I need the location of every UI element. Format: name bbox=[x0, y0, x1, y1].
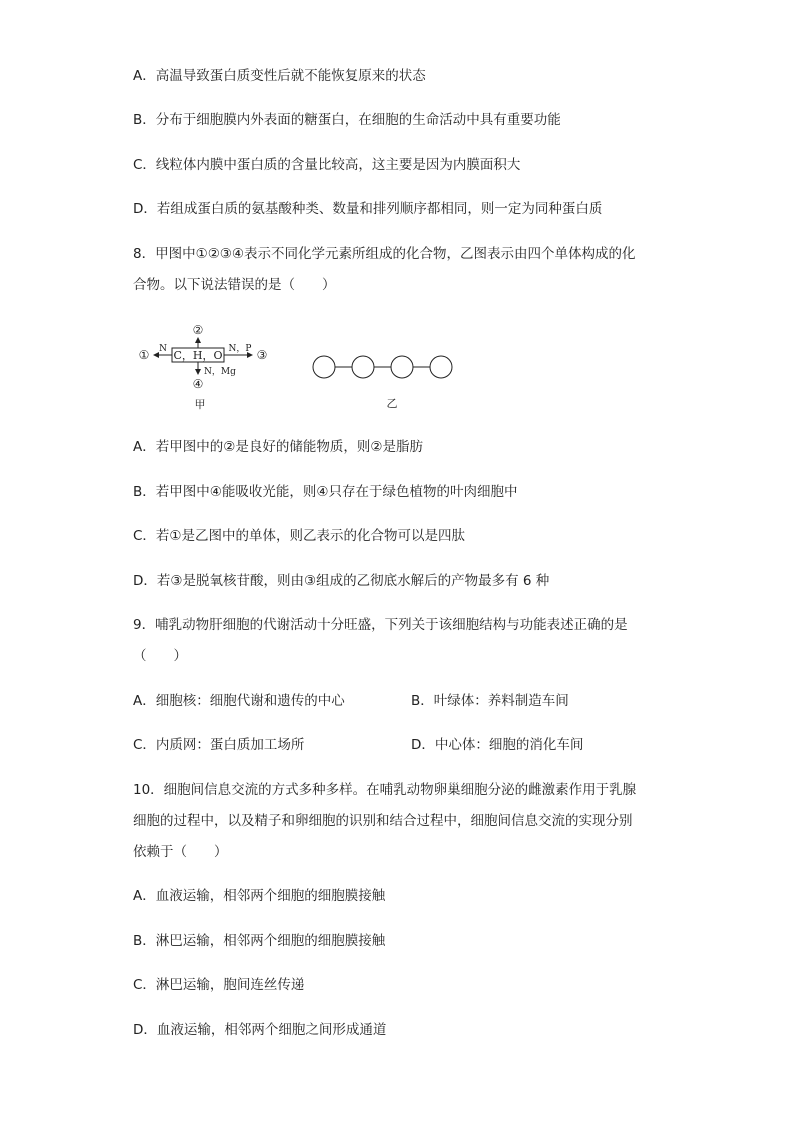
yi-monomer-2 bbox=[352, 356, 374, 378]
q7-option-b: B．分布于细胞膜内外表面的糖蛋白，在细胞的生命活动中具有重要功能 bbox=[133, 112, 561, 128]
figure-jia bbox=[134, 318, 279, 414]
jia-num-left: ① bbox=[138, 348, 150, 362]
q9-stem-line2: （ ） bbox=[133, 648, 187, 664]
q10-option-d: D．血液运输，相邻两个细胞之间形成通道 bbox=[133, 1022, 387, 1038]
jia-box-label: C，H，O bbox=[173, 349, 223, 362]
q7-option-d: D．若组成蛋白质的氨基酸种类、数量和排列顺序都相同，则一定为同种蛋白质 bbox=[133, 201, 603, 217]
q10-stem-line3: 依赖于（ ） bbox=[133, 844, 228, 860]
q10-stem-line2: 细胞的过程中，以及精子和卵细胞的识别和结合过程中，细胞间信息交流的实现分别 bbox=[133, 813, 633, 829]
q9-option-c: C．内质网：蛋白质加工场所 bbox=[133, 737, 305, 753]
q8-stem-line1: 8．甲图中①②③④表示不同化学元素所组成的化合物，乙图表示由四个单体构成的化 bbox=[133, 246, 636, 262]
q8-option-b: B．若甲图中④能吸收光能，则④只存在于绿色植物的叶肉细胞中 bbox=[133, 484, 518, 500]
jia-label-bottom: N，Mg bbox=[204, 367, 236, 377]
q9-option-d: D．中心体：细胞的消化车间 bbox=[411, 737, 584, 753]
q10-stem-line1: 10．细胞间信息交流的方式多种多样。在哺乳动物卵巢细胞分泌的雌激素作用于乳腺 bbox=[133, 782, 637, 798]
q9-option-b: B．叶绿体：养料制造车间 bbox=[411, 693, 569, 709]
yi-monomer-1 bbox=[313, 356, 335, 378]
q7-option-c: C．线粒体内膜中蛋白质的含量比较高，这主要是因为内膜面积大 bbox=[133, 157, 521, 173]
yi-caption: 乙 bbox=[386, 397, 398, 410]
q9-option-a: A．细胞核：细胞代谢和遗传的中心 bbox=[133, 693, 345, 709]
yi-monomer-3 bbox=[391, 356, 413, 378]
q9-stem-line1: 9．哺乳动物肝细胞的代谢活动十分旺盛，下列关于该细胞结构与功能表述正确的是 bbox=[133, 617, 628, 633]
q8-option-c: C．若①是乙图中的单体，则乙表示的化合物可以是四肽 bbox=[133, 528, 466, 544]
q10-option-b: B．淋巴运输，相邻两个细胞的细胞膜接触 bbox=[133, 933, 386, 949]
q8-stem-line2: 合物。以下说法错误的是（ ） bbox=[133, 277, 336, 293]
jia-num-right: ③ bbox=[256, 348, 268, 362]
jia-num-bottom: ④ bbox=[192, 377, 204, 391]
yi-monomer-4 bbox=[430, 356, 452, 378]
jia-caption: 甲 bbox=[194, 398, 206, 411]
q8-option-a: A．若甲图中的②是良好的储能物质，则②是脂肪 bbox=[133, 439, 423, 455]
jia-label-left: N bbox=[159, 344, 167, 354]
q10-option-c: C．淋巴运输，胞间连丝传递 bbox=[133, 977, 305, 993]
q10-option-a: A．血液运输，相邻两个细胞的细胞膜接触 bbox=[133, 888, 386, 904]
q7-option-a: A．高温导致蛋白质变性后就不能恢复原来的状态 bbox=[133, 68, 426, 84]
figure-yi bbox=[310, 350, 460, 410]
q8-option-d: D．若③是脱氧核苷酸，则由③组成的乙彻底水解后的产物最多有 6 种 bbox=[133, 573, 550, 589]
jia-label-right: N，P bbox=[228, 344, 252, 354]
jia-num-top: ② bbox=[192, 323, 204, 337]
